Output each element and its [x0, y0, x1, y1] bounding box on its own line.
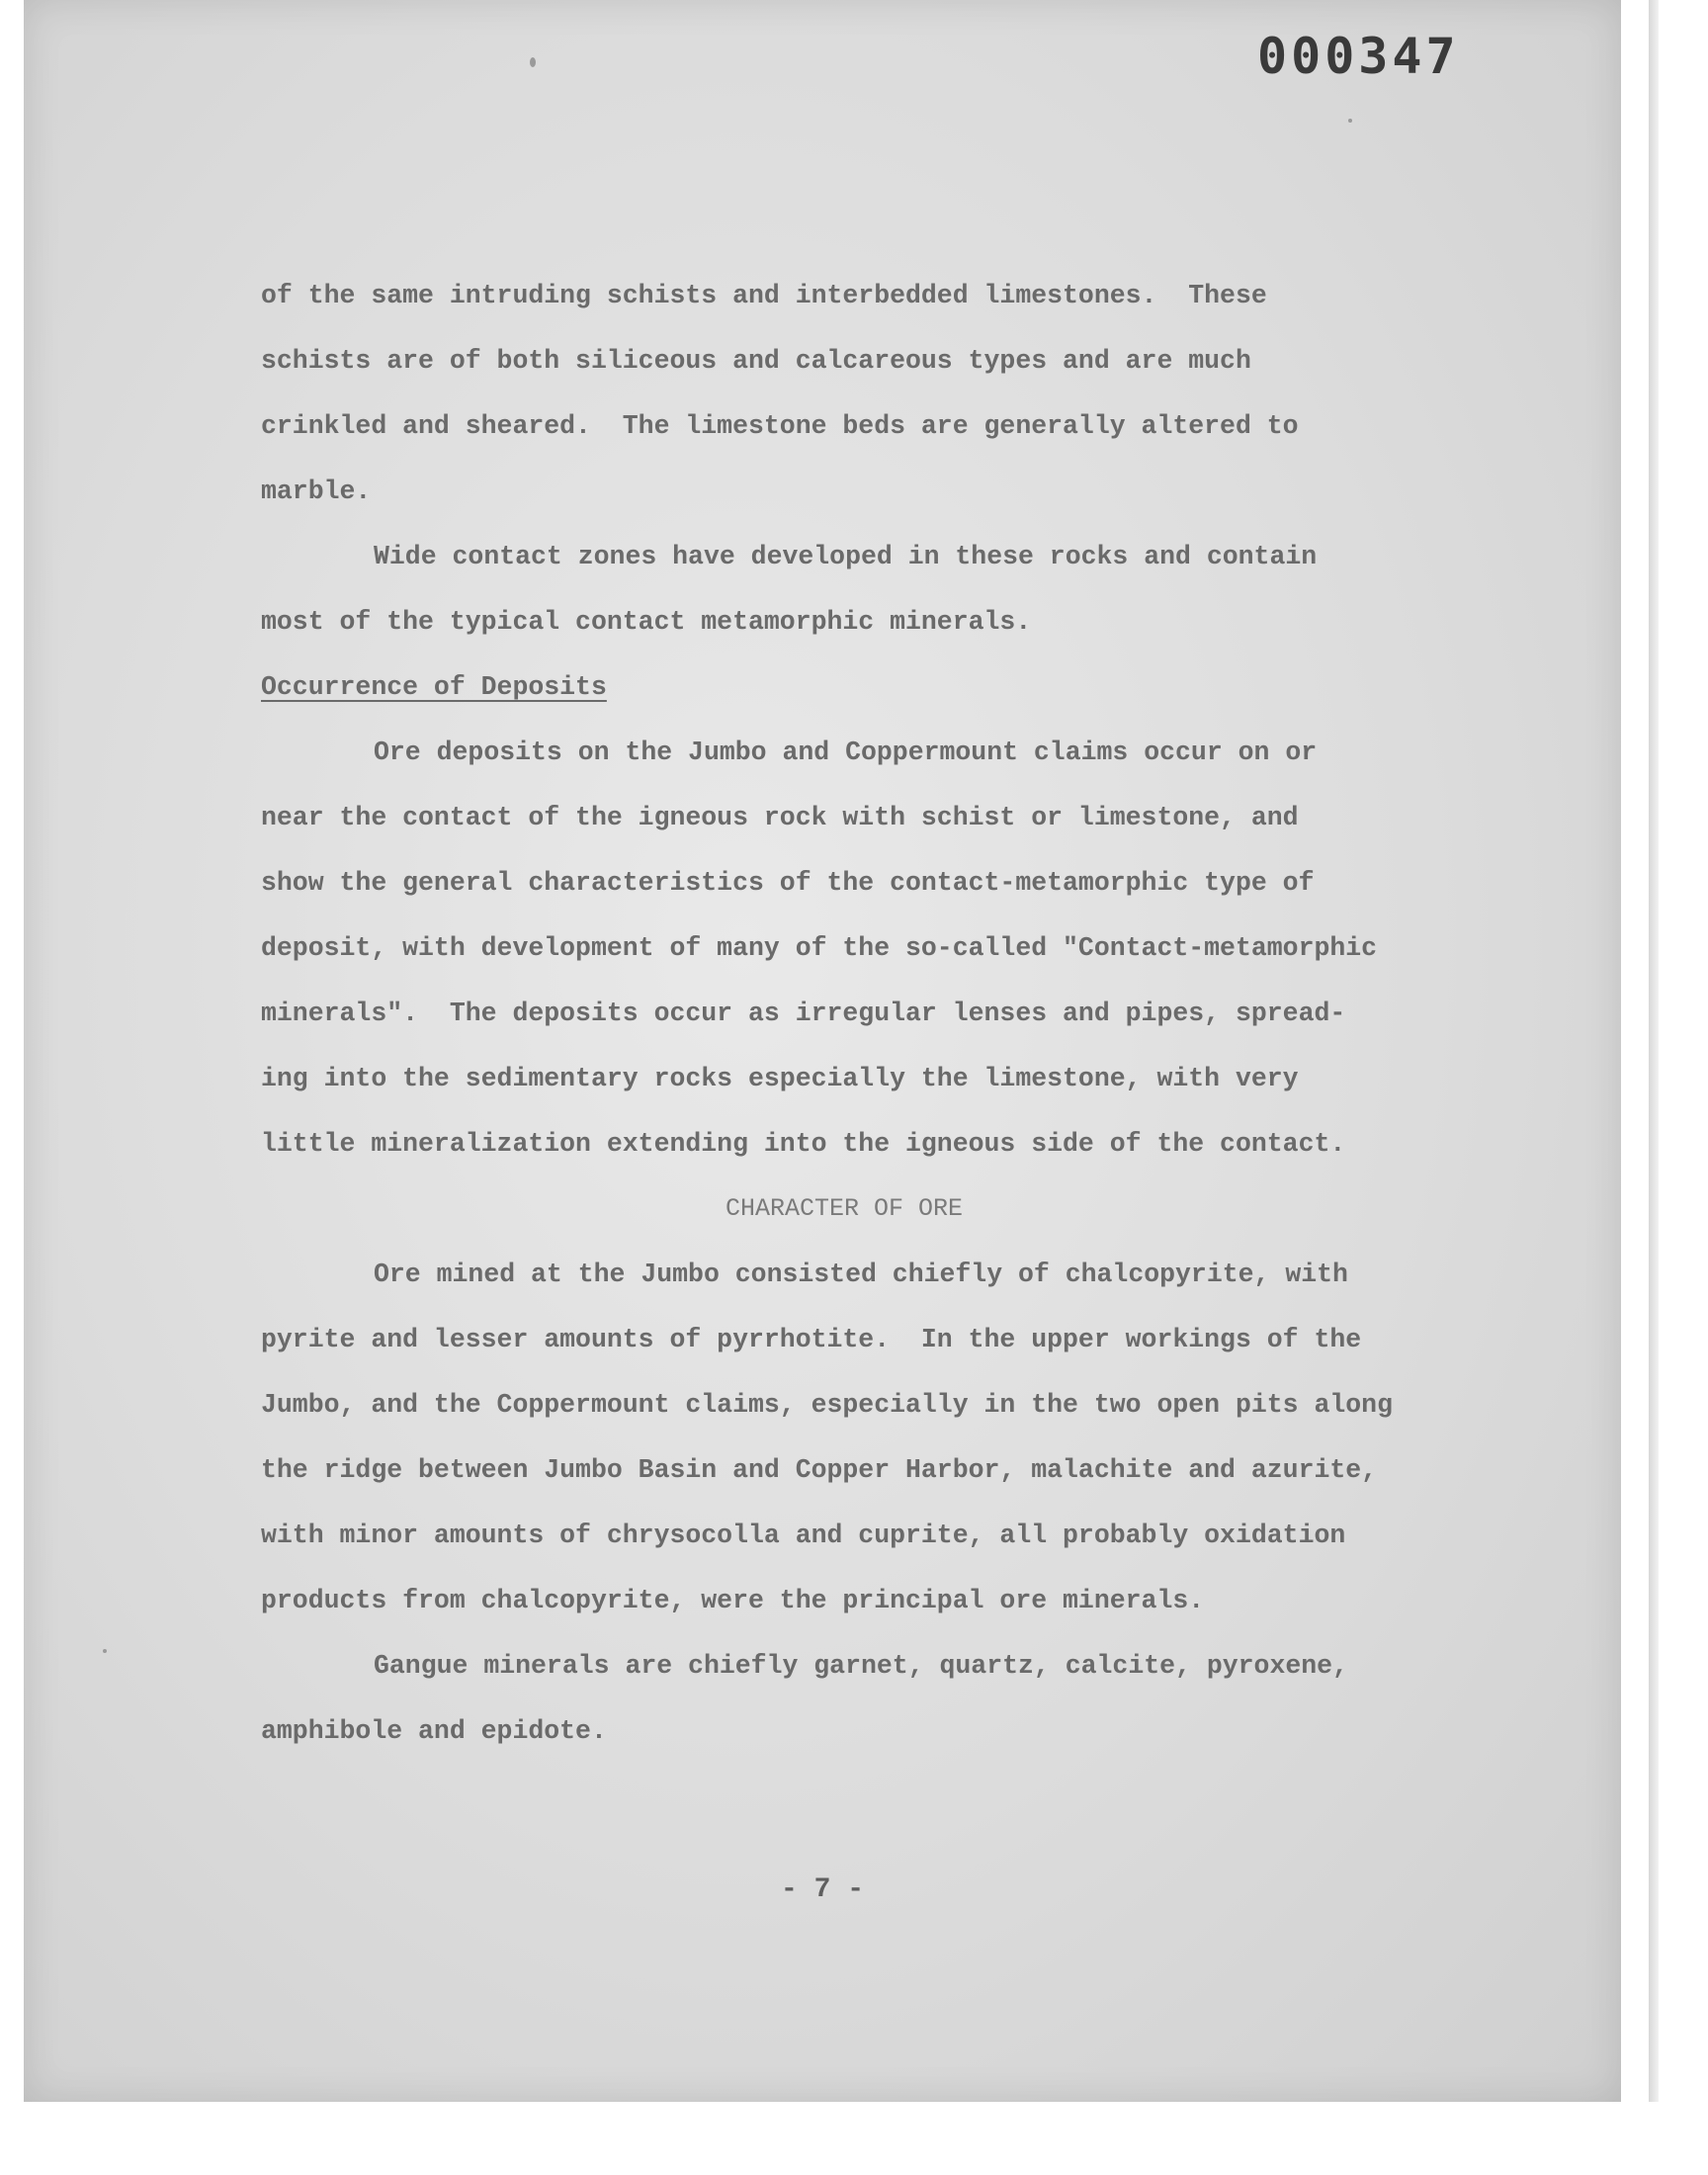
scanned-page	[24, 0, 1621, 2102]
text-line: Ore mined at the Jumbo consisted chiefly of chalcopyrite, with	[374, 1260, 1348, 1289]
text-line: Jumbo, and the Coppermount claims, especially in the two open pits along	[261, 1390, 1393, 1420]
paragraph-5	[261, 1633, 1487, 1764]
text-line: ing into the sedimentary rocks especially the limestone, with very	[261, 1064, 1299, 1093]
paragraph-2	[261, 524, 1487, 654]
text-line: the ridge between Jumbo Basin and Copper Harbor, malachite and azurite,	[261, 1455, 1378, 1485]
text-line: schists are of both siliceous and calcareous types and are much	[261, 346, 1251, 376]
document-body	[261, 263, 1487, 1764]
text-line: marble.	[261, 477, 372, 506]
page-number: - 7 -	[780, 1874, 864, 1905]
text-line: products from chalcopyrite, were the principal ore minerals.	[261, 1586, 1205, 1615]
scan-speck	[530, 57, 536, 67]
text-line: near the contact of the igneous rock with schist or limestone, and	[261, 803, 1299, 832]
scan-speck	[1348, 119, 1352, 123]
text-line: Ore deposits on the Jumbo and Coppermount claims occur on or	[374, 738, 1318, 767]
text-line: little mineralization extending into the igneous side of the contact.	[261, 1129, 1346, 1159]
centered-heading: CHARACTER OF ORE	[725, 1194, 964, 1223]
text-line: Gangue minerals are chiefly garnet, quartz, calcite, pyroxene,	[374, 1651, 1348, 1681]
text-line: of the same intruding schists and interbedded limestones. These	[261, 281, 1267, 310]
text-line: with minor amounts of chrysocolla and cuprite, all probably oxidation	[261, 1521, 1346, 1550]
text-line: deposit, with development of many of the so-called "Contact-metamorphic	[261, 933, 1378, 963]
text-line: amphibole and epidote.	[261, 1716, 607, 1746]
document-number: 000347	[1257, 28, 1460, 85]
scan-speck	[103, 1649, 107, 1653]
paragraph-4	[261, 1242, 1487, 1633]
text-line: minerals". The deposits occur as irregular lenses and pipes, spread-	[261, 999, 1346, 1028]
character-heading-row	[261, 1176, 1487, 1242]
occurrence-heading-row	[261, 654, 1487, 720]
page-edge	[1649, 0, 1659, 2102]
text-line: show the general characteristics of the contact-metamorphic type of	[261, 868, 1315, 898]
paragraph-3	[261, 720, 1487, 1176]
section-heading: Occurrence of Deposits	[261, 672, 607, 702]
text-line: Wide contact zones have developed in these rocks and contain	[374, 542, 1318, 571]
text-line: most of the typical contact metamorphic minerals.	[261, 607, 1032, 637]
text-line: crinkled and sheared. The limestone beds are generally altered to	[261, 411, 1299, 441]
paragraph-1	[261, 263, 1487, 524]
text-line: pyrite and lesser amounts of pyrrhotite. In the upper workings of the	[261, 1325, 1362, 1354]
